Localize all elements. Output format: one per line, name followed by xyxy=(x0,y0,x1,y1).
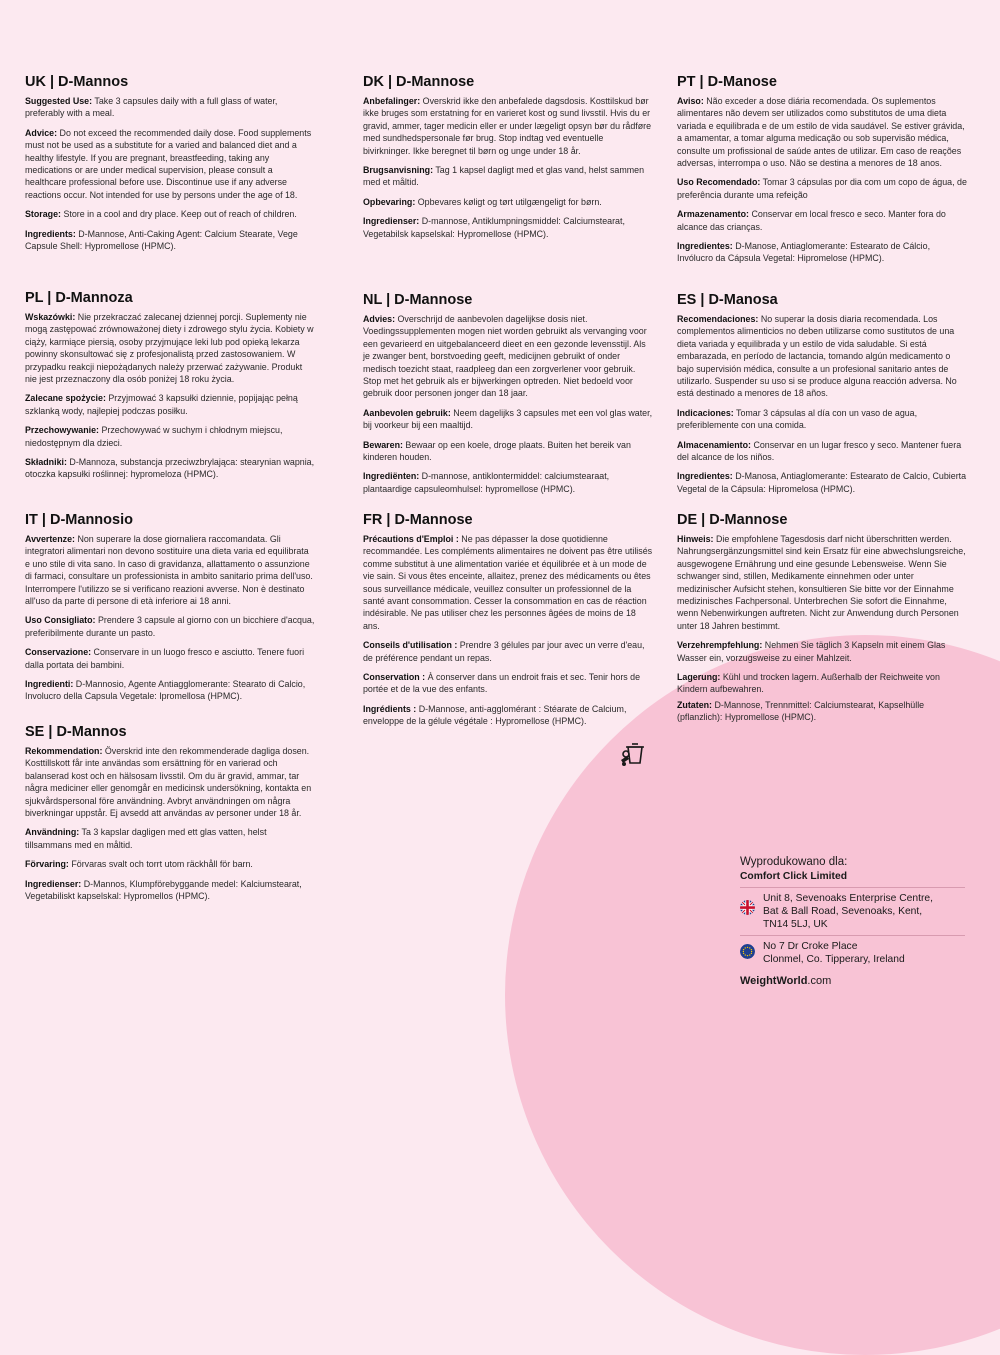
section-pl xyxy=(25,290,315,488)
uk-address xyxy=(740,887,965,935)
paragraph: Bewaren: Bewaar op een koele, droge plaats. Buiten het bereik van kinderen houden. xyxy=(363,439,631,463)
section-it xyxy=(25,512,315,710)
brand-name: WeightWorld.com xyxy=(740,975,832,987)
uk-flag-icon xyxy=(740,900,755,915)
section-title: PL | D-Mannoza xyxy=(25,290,133,306)
manufacturer-footer xyxy=(740,855,965,988)
paragraph: Lagerung: Kühl und trocken lagern. Außerhalb der Reichweite von Kindern aufbewahren. xyxy=(677,672,940,695)
address-line: TN14 5LJ, UK xyxy=(763,919,828,930)
recycle-bin-icon xyxy=(618,737,650,769)
paragraph: Aviso: Não exceder a dose diária recomendada. Os suplementos alimentares não devem ser utilizados como substitutos de uma dieta variada e equilibrada e de um estilo de vida saudável. Se estiver grávida, a amamentar, a tomar alguma medicação ou sob supervisão médica, consulte um profissional de saúde antes de utilizar. Em caso de reações adversas, interrompa o uso. Não se destina a menores de 18 anos. xyxy=(677,96,965,169)
paragraph: Brugsanvisning: Tag 1 kapsel dagligt med et glas vand, helst sammen med et måltid. xyxy=(363,165,645,188)
section-title: NL | D-Mannose xyxy=(363,292,473,308)
address-line: Bat & Ball Road, Sevenoaks, Kent, xyxy=(763,906,923,917)
paragraph: Rekommendation: Överskrid inte den rekommenderade dagliga dosen. Kosttillskott får inte användas som ersättning för en varierad och balanserad kost och en hälsosam livsstil. Om du är gravid, ammar, tar några mediciner eller genomgår en medicinsk undersökning, kontakta en sjukvårdspersonal före användning. Avbryt användningen om några biverkningar uppstår. Ej avsedd att användas av personer under 18 år. xyxy=(25,746,312,819)
paragraph: Uso Consigliato: Prendere 3 capsule al giorno con un bicchiere d'acqua, preferibilmente durante un pasto. xyxy=(25,615,315,638)
section-dk xyxy=(363,74,653,247)
paragraph: Avvertenze: Non superare la dose giornaliera raccomandata. Gli integratori alimentari non devono sostituire una dieta varia ed equilibrata e uno stile di vita sano. In caso di gravidanza, allattamento o assunzione di farmaci, consultare un professionista in ambito sanitario prima dell'uso. Interrompere l'utilizzo se si verificano reazioni avverse. Non è destinato all'uso da parte di persone di età inferiore ai 18 anni. xyxy=(25,534,313,607)
paragraph: Storage: Store in a cool and dry place. Keep out of reach of children. xyxy=(25,209,297,220)
decorative-pink-circle xyxy=(505,635,1000,1355)
section-title: IT | D-Mannosio xyxy=(25,512,133,528)
paragraph: Armazenamento: Conservar em local fresco e seco. Manter fora do alcance das crianças. xyxy=(677,209,946,232)
section-pt xyxy=(677,74,967,272)
section-uk xyxy=(25,74,315,259)
paragraph: Förvaring: Förvaras svalt och torrt utom räckhåll för barn. xyxy=(25,859,253,870)
paragraph: Hinweis: Die empfohlene Tagesdosis darf nicht überschritten werden. Nahrungsergänzungsmittel sind kein Ersatz für eine abwechslungsreiche, ausgewogene Ernährung und eine gesunde Lebensweise. Wenn Sie schwanger sind, stillen, Medikamente einnehmen oder unter medizinischer Aufsicht stehen, konsultieren Sie bitte vor der Einnahme medizinisches Fachpersonal. Unterbrechen Sie sofort die Einnahme, wenn Nebenwirkungen auftreten. Nicht zur Anwendung durch Personen unter 18 Jahren bestimmt. xyxy=(677,534,966,631)
section-title: DK | D-Mannose xyxy=(363,74,475,90)
paragraph: Ingrédients : D-Mannose, anti-agglomérant : Stéarate de Calcium, enveloppe de la gélule végétale : Hypromellose (HPMC). xyxy=(363,703,627,727)
section-title: UK | D-Mannos xyxy=(25,74,129,90)
manufactured-for-label: Wyprodukowano dla: xyxy=(740,856,848,868)
paragraph: Ingredienser: D-Mannos, Klumpförebyggande medel: Kalciumstearat, Vegetabiliskt kapselskal: Hypromellos (HPMC). xyxy=(25,878,302,902)
section-nl xyxy=(363,292,653,502)
paragraph: Wskazówki: Nie przekraczać zalecanej dziennej porcji. Suplementy nie mogą zastępować zrównoważonej diety i zdrowego stylu życia. Kobiety w ciąży, karmiące piersią, osoby przyjmujące leki lub pod opieką lekarza powinny skonsultować się z profesjonalistą przed zastosowaniem. W przypadku reakcji niepożądanych należy przerwać zażywanie. Produkt nie jest przeznaczony dla osób poniżej 18 roku życia. xyxy=(25,312,314,385)
paragraph: Ingredienser: D-mannose, Antiklumpningsmiddel: Calciumstearat, Vegetabilsk kapselskal: Hypromellose (HPMC). xyxy=(363,216,625,239)
paragraph: Ingredienti: D-Mannosio, Agente Antiagglomerante: Stearato di Calcio, Involucro della Capsula Vegetale: Ipromellosa (HPMC). xyxy=(25,679,306,702)
paragraph: Verzehrempfehlung: Nehmen Sie täglich 3 Kapseln mit einem Glas Wasser ein, vorzugsweise zu einer Mahlzeit. xyxy=(677,640,946,663)
section-se xyxy=(25,724,315,909)
section-title: PT | D-Manose xyxy=(677,74,777,90)
paragraph: Ingredientes: D-Manose, Antiaglomerante: Estearato de Cálcio, Invólucro da Cápsula Vegetal: Hipromelose (HPMC). xyxy=(677,241,931,264)
paragraph: Przechowywanie: Przechowywać w suchym i chłodnym miejscu, niedostępnym dla dzieci. xyxy=(25,425,283,448)
paragraph: Ingrediënten: D-mannose, antiklontermiddel: calciumstearaat, plantaardige capsuleomhulsel: hypromellose (HPMC). xyxy=(363,471,610,494)
eu-address xyxy=(740,935,965,970)
paragraph: Almacenamiento: Conservar en un lugar fresco y seco. Mantener fuera del alcance de los niños. xyxy=(677,439,962,463)
paragraph: Advice: Do not exceed the recommended daily dose. Food supplements must not be used as a substitute for a varied and balanced diet and a healthy lifestyle. If you are pregnant, breastfeeding, taking any medications or are under medical supervision, please consult a healthcare professional before use. Discontinue use if any adverse reactions occur. Not intended for use by persons under the age of 18. xyxy=(25,127,312,200)
paragraph: Składniki: D-Mannoza, substancja przeciwzbrylająca: stearynian wapnia, otoczka kapsułki roślinnej: hypromeloza (HPMC). xyxy=(25,457,315,480)
paragraph: Conseils d'utilisation : Prendre 3 gélules par jour avec un verre d'eau, de préférence pendant un repas. xyxy=(363,640,645,663)
paragraph: Aanbevolen gebruik: Neem dagelijks 3 capsules met een vol glas water, bij voorkeur bij een maaltijd. xyxy=(363,407,653,431)
paragraph: Précautions d'Emploi : Ne pas dépasser la dose quotidienne recommandée. Les compléments alimentaires ne doivent pas être utilisés comme substitut à une alimentation variée et équilibrée et à un mode de vie sain. Si vous êtes enceinte, allaitez, prenez des médicaments ou êtes sous surveillance médicale, veuillez consulter un professionnel de la santé avant consommation. Cesser la consommation en cas de réaction indésirable. Ne pas utiliser chez les personnes âgées de moins de 18 ans. xyxy=(363,534,653,631)
paragraph: Ingredientes: D-Manosa, Antiaglomerante: Estearato de Calcio, Cubierta Vegetal de la Cápsula: Hipromelosa (HPMC). xyxy=(677,471,967,494)
paragraph: Indicaciones: Tomar 3 cápsulas al día con un vaso de agua, preferiblemente con una comida. xyxy=(677,407,918,431)
paragraph: Recomendaciones: No superar la dosis diaria recomendada. Los complementos alimenticios no deben utilizarse como sustitutos de una dieta variada y equilibrada y un estilo de vida saludable. Si está embarazada, en período de lactancia, tomando algún medicamento o bajo supervisión médica, consulte a un profesional sanitario antes de utilizarlo. Suspender su uso si se produce alguna reacción adversa. No está destinado a menores de 18 años. xyxy=(677,314,957,399)
paragraph: Opbevaring: Opbevares køligt og tørt utilgængeligt for børn. xyxy=(363,196,602,207)
address-line: Unit 8, Sevenoaks Enterprise Centre, xyxy=(763,893,933,904)
paragraph: Zalecane spożycie: Przyjmować 3 kapsułki dziennie, popijając pełną szklanką wody, najlepiej podczas posiłku. xyxy=(25,393,298,416)
paragraph: Suggested Use: Take 3 capsules daily with a full glass of water, preferably with a meal. xyxy=(25,96,278,119)
paragraph: Zutaten: D-Mannose, Trennmittel: Calciumstearat, Kapselhülle (pflanzlich): Hypromellose (HPMC). xyxy=(677,699,925,723)
paragraph: Conservation : À conserver dans un endroit frais et sec. Tenir hors de portée et de la vue des enfants. xyxy=(363,672,641,695)
address-line: Clonmel, Co. Tipperary, Ireland xyxy=(763,954,905,965)
section-es xyxy=(677,292,967,502)
section-title: ES | D-Manosa xyxy=(677,292,778,308)
section-title: FR | D-Mannose xyxy=(363,512,473,528)
section-de xyxy=(677,512,967,731)
section-title: DE | D-Mannose xyxy=(677,512,788,528)
paragraph: Användning: Ta 3 kapslar dagligen med ett glas vatten, helst tillsammans med en måltid. xyxy=(25,827,267,850)
address-line: No 7 Dr Croke Place xyxy=(763,941,858,952)
paragraph: Conservazione: Conservare in un luogo fresco e asciutto. Tenere fuori dalla portata dei bambini. xyxy=(25,647,305,670)
section-fr xyxy=(363,512,653,735)
paragraph: Uso Recomendado: Tomar 3 cápsulas por dia com um copo de água, de preferência durante uma refeição xyxy=(677,177,967,200)
paragraph: Ingredients: D-Mannose, Anti-Caking Agent: Calcium Stearate, Vege Capsule Shell: Hypromellose (HPMC). xyxy=(25,228,298,252)
section-title: SE | D-Mannos xyxy=(25,724,127,740)
eu-flag-icon xyxy=(740,944,755,959)
paragraph: Advies: Overschrijd de aanbevolen dagelijkse dosis niet. Voedingssupplementen mogen niet worden gebruikt als vervanging voor een gevarieerd en uitgebalanceerd dieet en een gezonde levensstijl. Als je zwanger bent, borstvoeding geeft, medicijnen gebruikt of onder medisch toezicht staat, raadpleeg dan een zorgverlener voor gebruik. Stop met het gebruik als er bijwerkingen optreden. Niet bedoeld voor gebruik door personen jonger dan 18 jaar. xyxy=(363,314,647,399)
paragraph: Anbefalinger: Overskrid ikke den anbefalede dagsdosis. Kosttilskud bør ikke bruges som erstatning for en varieret kost og sund livsstil. Hvis du er gravid, ammer, tager medicin eller er under lægeligt opsyn bør du rådføre med sundhedspersonale før brug. Stop indtag ved eventuelle bivirkninger. Ikke beregnet til børn og unge under 18 år. xyxy=(363,96,652,156)
company-name: Comfort Click Limited xyxy=(740,871,847,882)
